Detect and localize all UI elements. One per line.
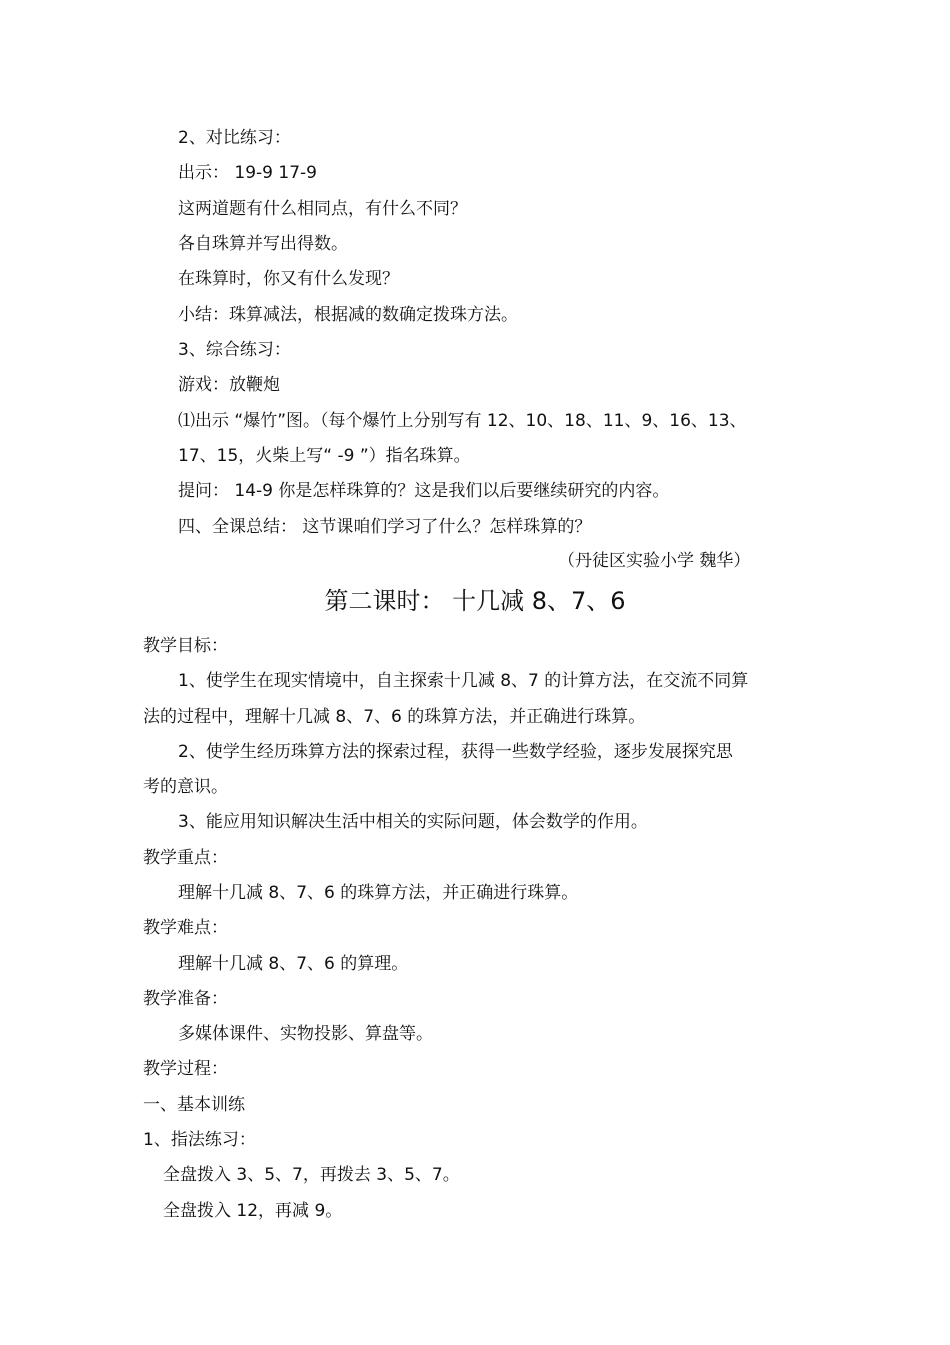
line-ask: 提问： 14-9 你是怎样珠算的？这是我们以后要继续研究的内容。 xyxy=(178,481,670,501)
heading-finger-practice: 1、指法练习： xyxy=(143,1130,256,1150)
heading-preparation: 教学准备： xyxy=(143,989,228,1009)
line-objective-2b: 考的意识。 xyxy=(143,777,228,797)
heading-objectives: 教学目标： xyxy=(143,636,228,656)
line-difficulty: 理解十几减 8、7、6 的算理。 xyxy=(178,954,409,974)
line-objective-1b: 法的过程中，理解十几减 8、7、6 的珠算方法，并正确进行珠算。 xyxy=(143,707,646,727)
line-objective-3: 3、能应用知识解决生活中相关的实际问题，体会数学的作用。 xyxy=(178,812,648,832)
page-title: 第二课时： 十几减 8、7、6 xyxy=(324,587,626,615)
line-preparation: 多媒体课件、实物投影、算盘等。 xyxy=(178,1024,433,1044)
line-objective-2a: 2、使学生经历珠算方法的探索过程，获得一些数学经验，逐步发展探究思 xyxy=(178,742,733,762)
line-question-same-diff: 这两道题有什么相同点，有什么不同？ xyxy=(178,199,467,219)
heading-difficulty: 教学难点： xyxy=(143,918,228,938)
heading-key-point: 教学重点： xyxy=(143,848,228,868)
line-comprehensive-practice: 3、综合练习： xyxy=(178,340,291,360)
line-discovery: 在珠算时，你又有什么发现？ xyxy=(178,269,399,289)
heading-basic-training: 一、基本训练 xyxy=(143,1095,245,1115)
line-game: 游戏：放鞭炮 xyxy=(178,375,280,395)
line-author: （丹徒区实验小学 魏华） xyxy=(558,551,751,571)
line-firecracker-1: ⑴出示 “爆竹”图。（每个爆竹上分别写有 12、10、18、11、9、16、13、 xyxy=(178,411,747,431)
line-lesson-summary: 四、全课总结： 这节课咱们学习了什么？怎样珠算的？ xyxy=(178,517,592,537)
line-show-problems: 出示： 19-9 17-9 xyxy=(178,163,317,183)
line-finger-practice-1: 全盘拨入 3、5、7，再拨去 3、5、7。 xyxy=(163,1165,460,1185)
line-calc-each: 各自珠算并写出得数。 xyxy=(178,234,348,254)
line-firecracker-2: 17、15，火柴上写“ -9 ”）指名珠算。 xyxy=(178,446,471,466)
heading-process: 教学过程： xyxy=(143,1059,228,1079)
line-summary: 小结：珠算减法，根据减的数确定拨珠方法。 xyxy=(178,305,518,325)
line-objective-1a: 1、使学生在现实情境中，自主探索十几减 8、7 的计算方法，在交流不同算 xyxy=(178,671,749,691)
line-contrast-practice: 2、对比练习： xyxy=(178,128,291,148)
line-finger-practice-2: 全盘拨入 12，再减 9。 xyxy=(163,1201,343,1221)
line-key-point: 理解十几减 8、7、6 的珠算方法，并正确进行珠算。 xyxy=(178,883,579,903)
